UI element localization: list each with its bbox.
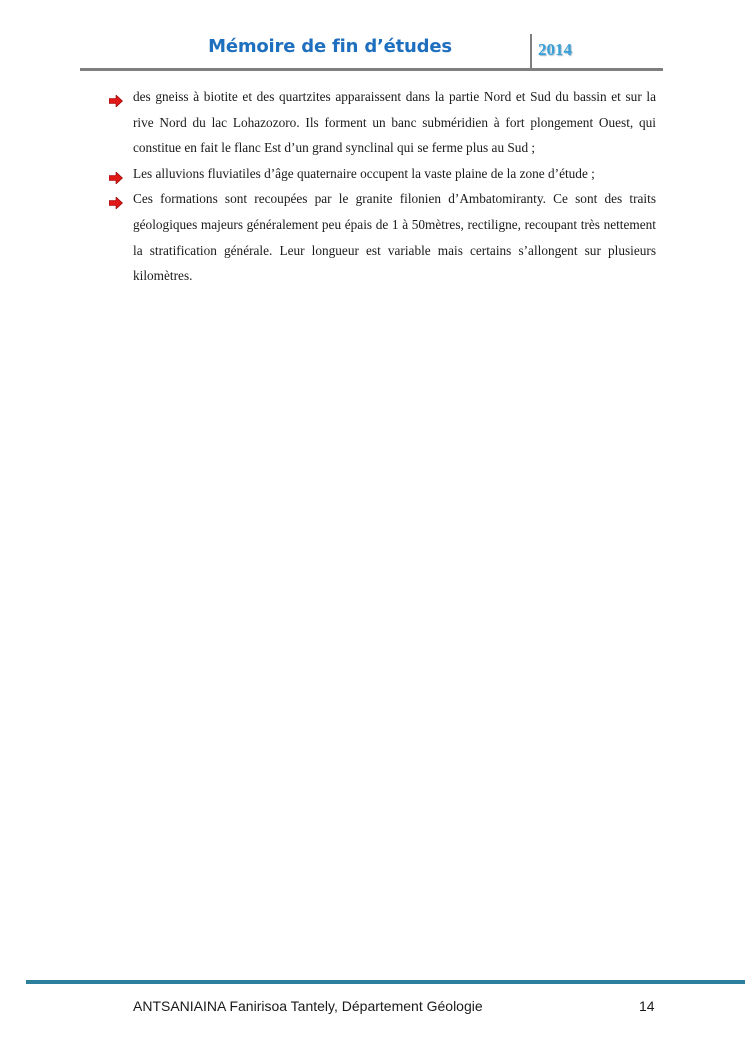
arrow-right-icon — [109, 167, 123, 179]
header-rule — [80, 68, 663, 71]
header-divider — [530, 34, 532, 70]
header-year: 2014 — [538, 40, 572, 59]
bullet-text: des gneiss à biotite et des quartzites apparaissent dans la partie Nord et Sud du bassin et sur la rive Nord du lac Lohazozoro. Ils forment un banc subméridien à fort plongement Ouest, qui constitue en fait le flanc Est d’un grand synclinal qui se ferme plus au Sud ; — [133, 89, 656, 156]
bullet-list — [108, 84, 656, 289]
bullet-item — [108, 84, 656, 161]
arrow-right-icon — [109, 90, 123, 102]
header-title: Mémoire de fin d’études — [208, 36, 452, 57]
footer-author: ANTSANIAINA Fanirisoa Tantely, Département Géologie — [133, 998, 483, 1014]
bullet-text: Les alluvions fluviatiles d’âge quaternaire occupent la vaste plaine de la zone d’étude ; — [133, 165, 595, 181]
bullet-item — [108, 186, 656, 288]
arrow-right-icon — [109, 192, 123, 204]
bullet-item — [108, 161, 656, 187]
page-number: 14 — [639, 998, 655, 1014]
bullet-text: Ces formations sont recoupées par le granite filonien d’Ambatomiranty. Ce sont des traits géologiques majeurs généralement peu épais de 1 à 50mètres, rectiligne, recoupant très nettement la stratification générale. Leur longueur est variable mais certains s’allongent sur plusieurs kilomètres. — [133, 191, 656, 284]
footer-rule — [26, 980, 745, 984]
